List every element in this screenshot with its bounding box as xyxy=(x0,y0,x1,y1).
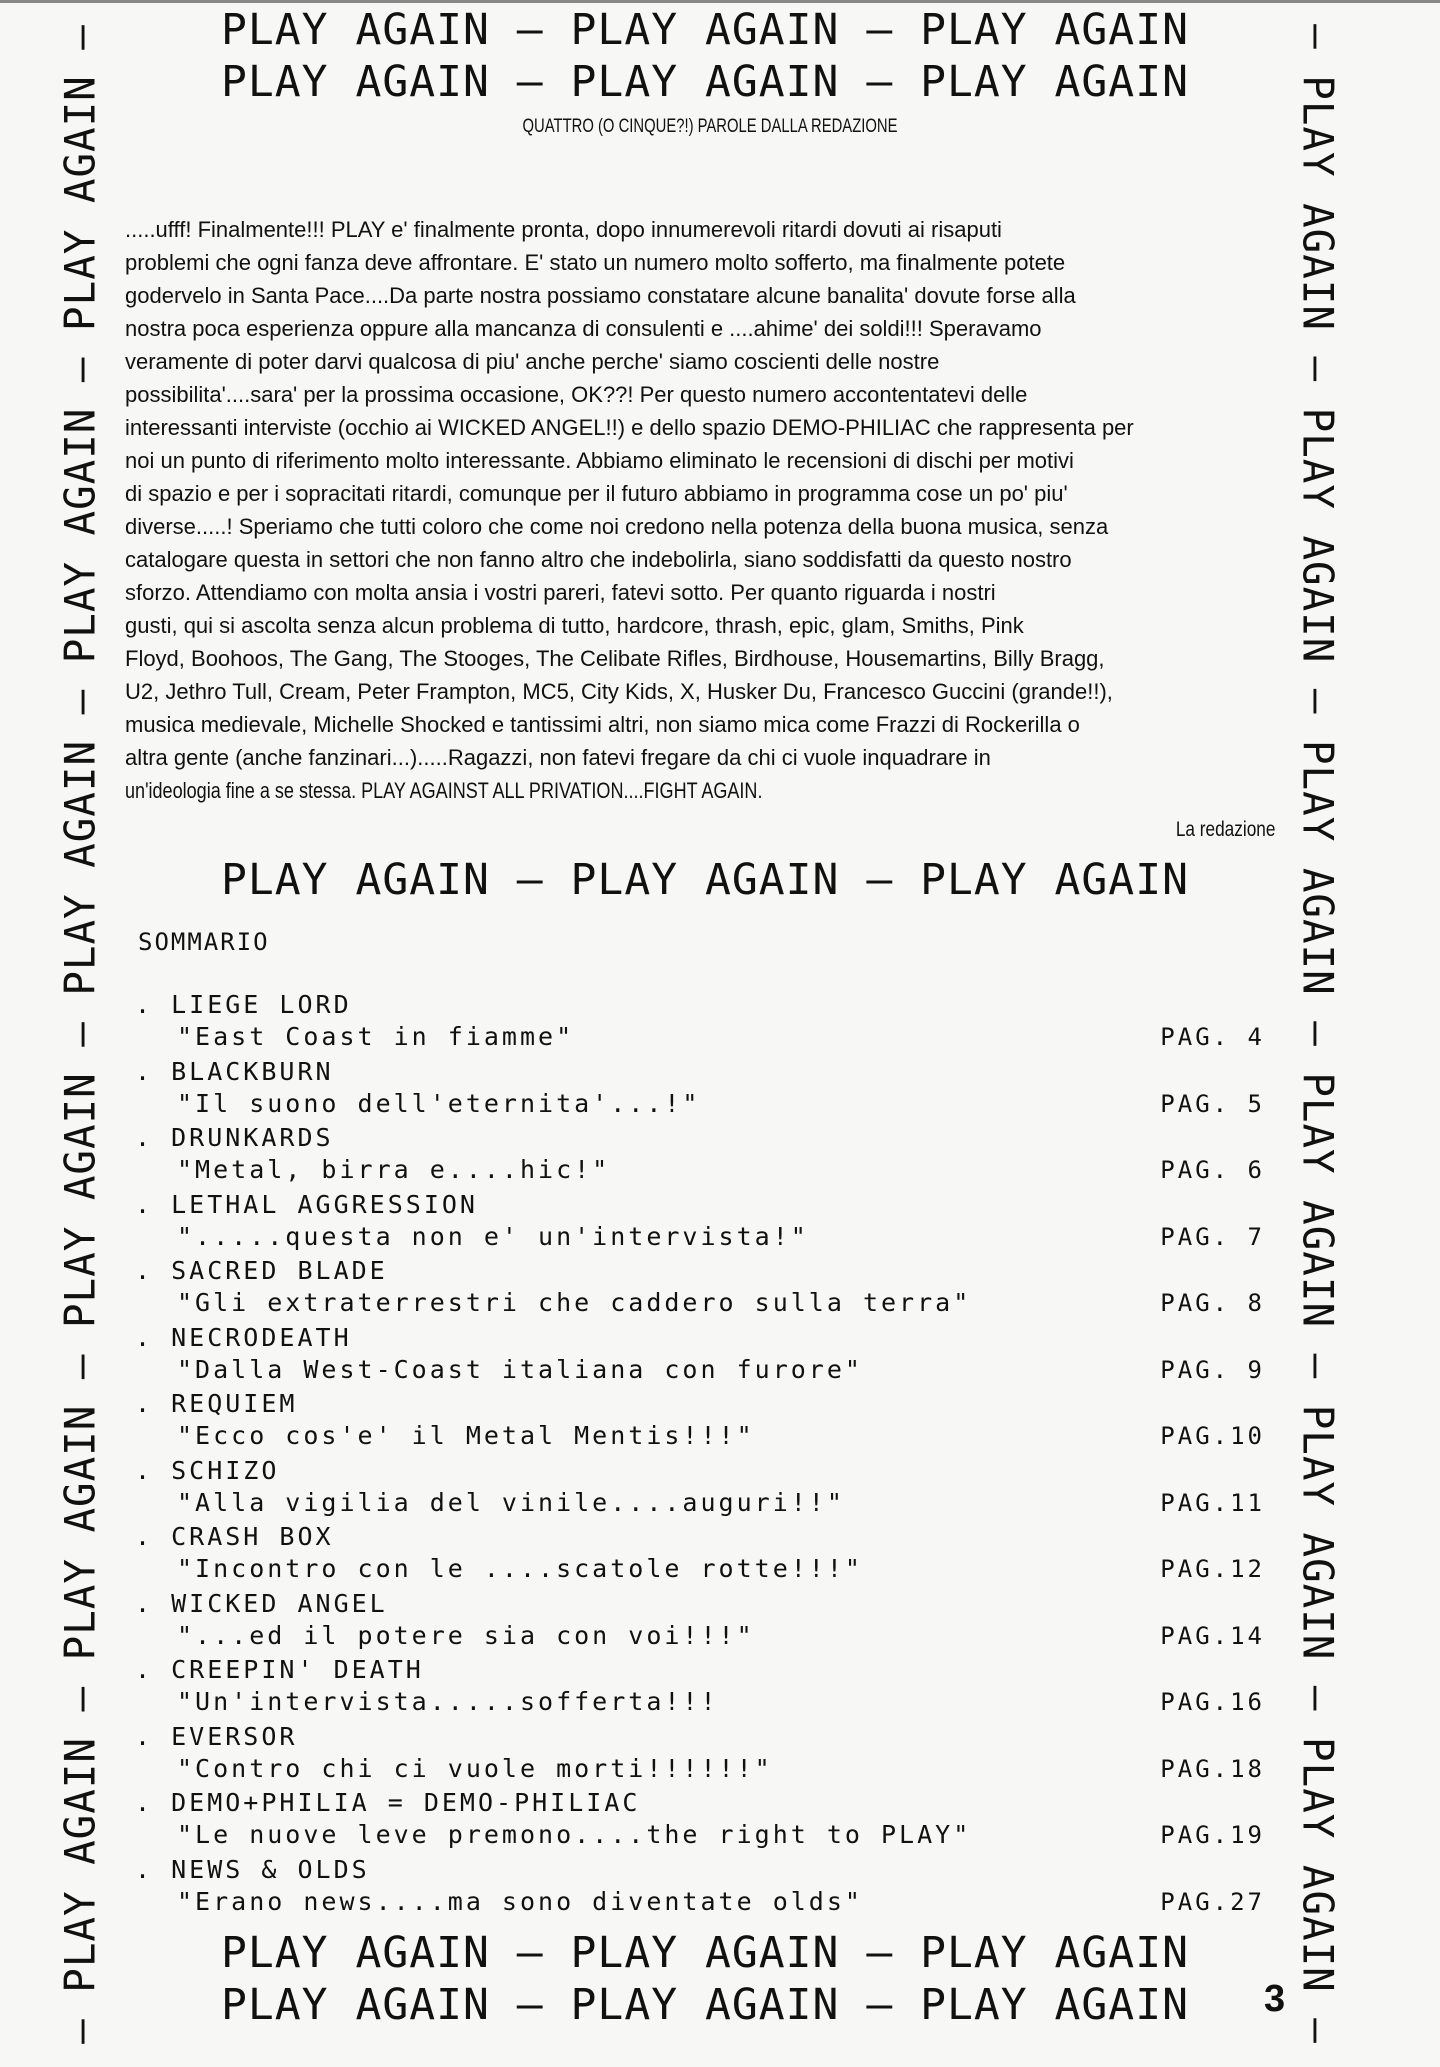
toc-band-name: . LIEGE LORD xyxy=(135,990,352,1019)
page-number: 3 xyxy=(1264,1978,1286,2020)
toc-page-ref: PAG.11 xyxy=(1160,1488,1265,1517)
toc-page-ref: PAG.18 xyxy=(1160,1754,1265,1783)
toc-entry xyxy=(135,990,1265,1057)
banner-left-vertical xyxy=(45,0,115,2067)
toc-page-ref: PAG.14 xyxy=(1160,1621,1265,1650)
editorial-line: veramente di poter darvi qualcosa di piu' anche perche' siamo coscienti delle nostre xyxy=(125,349,940,374)
editorial-line: noi un punto di riferimento molto interessante. Abbiamo eliminato le recensioni di dischi per motivi xyxy=(125,448,1074,473)
editorial-line: altra gente (anche fanzinari...).....Ragazzi, non fatevi fregare da chi ci vuole inquadrare in xyxy=(125,745,991,770)
editorial-body xyxy=(125,213,1275,807)
toc-band-name: . NECRODEATH xyxy=(135,1322,352,1352)
toc-band-name: . DEMO+PHILIA = DEMO-PHILIAC xyxy=(135,1788,641,1817)
toc-page-ref: PAG. 7 xyxy=(1160,1222,1265,1251)
editorial-line: .....ufff! Finalmente!!! PLAY e' finalmente pronta, dopo innumerevoli ritardi dovuti ai risaputi xyxy=(125,217,1002,242)
banner-right-vertical xyxy=(1282,0,1352,2067)
toc-page-ref: PAG. 6 xyxy=(1160,1156,1265,1184)
toc-entry xyxy=(135,1256,1265,1323)
banner-right-text: – PLAY AGAIN – PLAY AGAIN – PLAY AGAIN – PLAY AGAIN – PLAY AGAIN – PLAY AGAIN – xyxy=(1293,23,1343,2044)
toc-entry xyxy=(135,1722,1265,1789)
toc-entry xyxy=(135,1456,1265,1523)
toc-entry xyxy=(135,1788,1265,1855)
editorial-line: gusti, qui si ascolta senza alcun problema di tutto, hardcore, thrash, epic, glam, Smiths, Pink xyxy=(125,613,1024,638)
editorial-signature: La redazione xyxy=(1175,818,1275,841)
editorial-line: problemi che ogni fanza deve affrontare. E' stato un numero molto sofferto, ma finalmente potete xyxy=(125,250,1066,275)
toc-quote: "Un'intervista.....sofferta!!! xyxy=(177,1687,719,1716)
editorial-line: catalogare questa in settori che non fanno altro che indebolirla, siano soddisfatti da questo nostro xyxy=(125,547,1072,572)
toc-page-ref: PAG.16 xyxy=(1160,1688,1265,1716)
toc-entry xyxy=(135,1057,1265,1124)
toc-band-name: . NEWS & OLDS xyxy=(135,1854,370,1884)
toc-page-ref: PAG.19 xyxy=(1160,1821,1265,1849)
toc-quote: ".....questa non e' un'intervista!" xyxy=(177,1221,809,1251)
toc-page-ref: PAG. 8 xyxy=(1160,1289,1265,1317)
banner-bottom-1: PLAY AGAIN – PLAY AGAIN – PLAY AGAIN xyxy=(221,1928,1189,1978)
toc-quote: "Erano news....ma sono diventate olds" xyxy=(177,1886,863,1916)
editorial-line: diverse.....! Speriamo che tutti coloro che come noi credono nella potenza della buona musica, senza xyxy=(125,514,1109,539)
editorial-subtitle: QUATTRO (O CINQUE?!) PAROLE DALLA REDAZIONE xyxy=(522,116,898,137)
toc-quote: "Metal, birra e....hic!" xyxy=(177,1155,611,1184)
editorial-line: godervelo in Santa Pace....Da parte nostra possiamo constatare alcune banalita' dovute forse alla xyxy=(125,283,1076,308)
toc-quote: "Ecco cos'e' il Metal Mentis!!!" xyxy=(177,1421,755,1450)
toc-band-name: . CRASH BOX xyxy=(135,1522,334,1551)
editorial-line: possibilita'....sara' per la prossima occasione, OK??! Per questo numero accontentatevi delle xyxy=(125,382,1028,407)
toc-quote: "Gli extraterrestri che caddero sulla terra" xyxy=(177,1288,972,1317)
editorial-line: U2, Jethro Tull, Cream, Peter Frampton, MC5, City Kids, X, Husker Du, Francesco Guccini (grande!!), xyxy=(125,679,1113,704)
banner-top-2: PLAY AGAIN – PLAY AGAIN – PLAY AGAIN xyxy=(221,57,1189,107)
toc-band-name: . BLACKBURN xyxy=(135,1056,334,1086)
toc-quote: "Dalla West-Coast italiana con furore" xyxy=(177,1354,863,1384)
toc-entry xyxy=(135,1190,1265,1257)
toc-entry xyxy=(135,1123,1265,1190)
editorial-line: interessanti interviste (occhio ai WICKED ANGEL!!) e dello spazio DEMO-PHILIAC che rappresenta per xyxy=(125,415,1134,440)
toc-quote: "Le nuove leve premono....the right to PLAY" xyxy=(177,1820,972,1849)
editorial-line: nostra poca esperienza oppure alla mancanza di consulenti e ....ahime' dei soldi!!! Speravamo xyxy=(125,316,1042,341)
toc-band-name: . DRUNKARDS xyxy=(135,1123,334,1152)
toc-entry xyxy=(135,1522,1265,1589)
toc-entry xyxy=(135,1389,1265,1456)
toc-band-name: . WICKED ANGEL xyxy=(135,1588,388,1618)
toc-band-name: . SCHIZO xyxy=(135,1455,280,1485)
toc-band-name: . LETHAL AGGRESSION xyxy=(135,1189,478,1219)
toc-quote: "Incontro con le ....scatole rotte!!!" xyxy=(177,1554,863,1583)
toc-band-name: . REQUIEM xyxy=(135,1389,298,1418)
editorial-line: musica medievale, Michelle Shocked e tantissimi altri, non siamo mica come Frazzi di Rockerilla o xyxy=(125,712,1080,737)
toc-entry xyxy=(135,1855,1265,1922)
banner-bottom-2: PLAY AGAIN – PLAY AGAIN – PLAY AGAIN xyxy=(221,1980,1189,2030)
toc-page-ref: PAG. 4 xyxy=(1160,1023,1265,1051)
toc-entry xyxy=(135,1589,1265,1656)
editorial-line: un'ideologia fine a se stessa. PLAY AGAINST ALL PRIVATION....FIGHT AGAIN. xyxy=(125,778,763,803)
toc-page-ref: PAG.12 xyxy=(1160,1555,1265,1583)
toc-band-name: . EVERSOR xyxy=(135,1721,298,1751)
toc-quote: "Alla vigilia del vinile....auguri!!" xyxy=(177,1487,845,1517)
banner-middle: PLAY AGAIN – PLAY AGAIN – PLAY AGAIN xyxy=(221,855,1189,905)
sommario-list xyxy=(135,990,1265,1921)
editorial-line: di spazio e per i sopracitati ritardi, comunque per il futuro abbiamo in programma cose un po' piu' xyxy=(125,481,1068,506)
toc-quote: "...ed il potere sia con voi!!!" xyxy=(177,1620,755,1650)
editorial-line: Floyd, Boohoos, The Gang, The Stooges, The Celibate Rifles, Birdhouse, Housemartins, Billy Bragg, xyxy=(125,646,1105,671)
toc-quote: "Contro chi ci vuole morti!!!!!!" xyxy=(177,1753,773,1783)
banner-top-1: PLAY AGAIN – PLAY AGAIN – PLAY AGAIN xyxy=(221,5,1189,55)
editorial-line: sforzo. Attendiamo con molta ansia i vostri pareri, fatevi sotto. Per quanto riguarda i nostri xyxy=(125,580,996,605)
toc-page-ref: PAG. 5 xyxy=(1160,1089,1265,1118)
toc-quote: "Il suono dell'eternita'...!" xyxy=(177,1088,701,1118)
toc-quote: "East Coast in fiamme" xyxy=(177,1022,575,1051)
toc-entry xyxy=(135,1655,1265,1722)
toc-entry xyxy=(135,1323,1265,1390)
toc-band-name: . SACRED BLADE xyxy=(135,1256,388,1285)
toc-page-ref: PAG. 9 xyxy=(1160,1355,1265,1384)
toc-page-ref: PAG.10 xyxy=(1160,1422,1265,1450)
toc-page-ref: PAG.27 xyxy=(1160,1887,1265,1916)
banner-left-text: – PLAY AGAIN – PLAY AGAIN – PLAY AGAIN – PLAY AGAIN – PLAY AGAIN – PLAY AGAIN – xyxy=(55,23,105,2044)
sommario-title: SOMMARIO xyxy=(138,928,270,956)
toc-band-name: . CREEPIN' DEATH xyxy=(135,1655,424,1684)
